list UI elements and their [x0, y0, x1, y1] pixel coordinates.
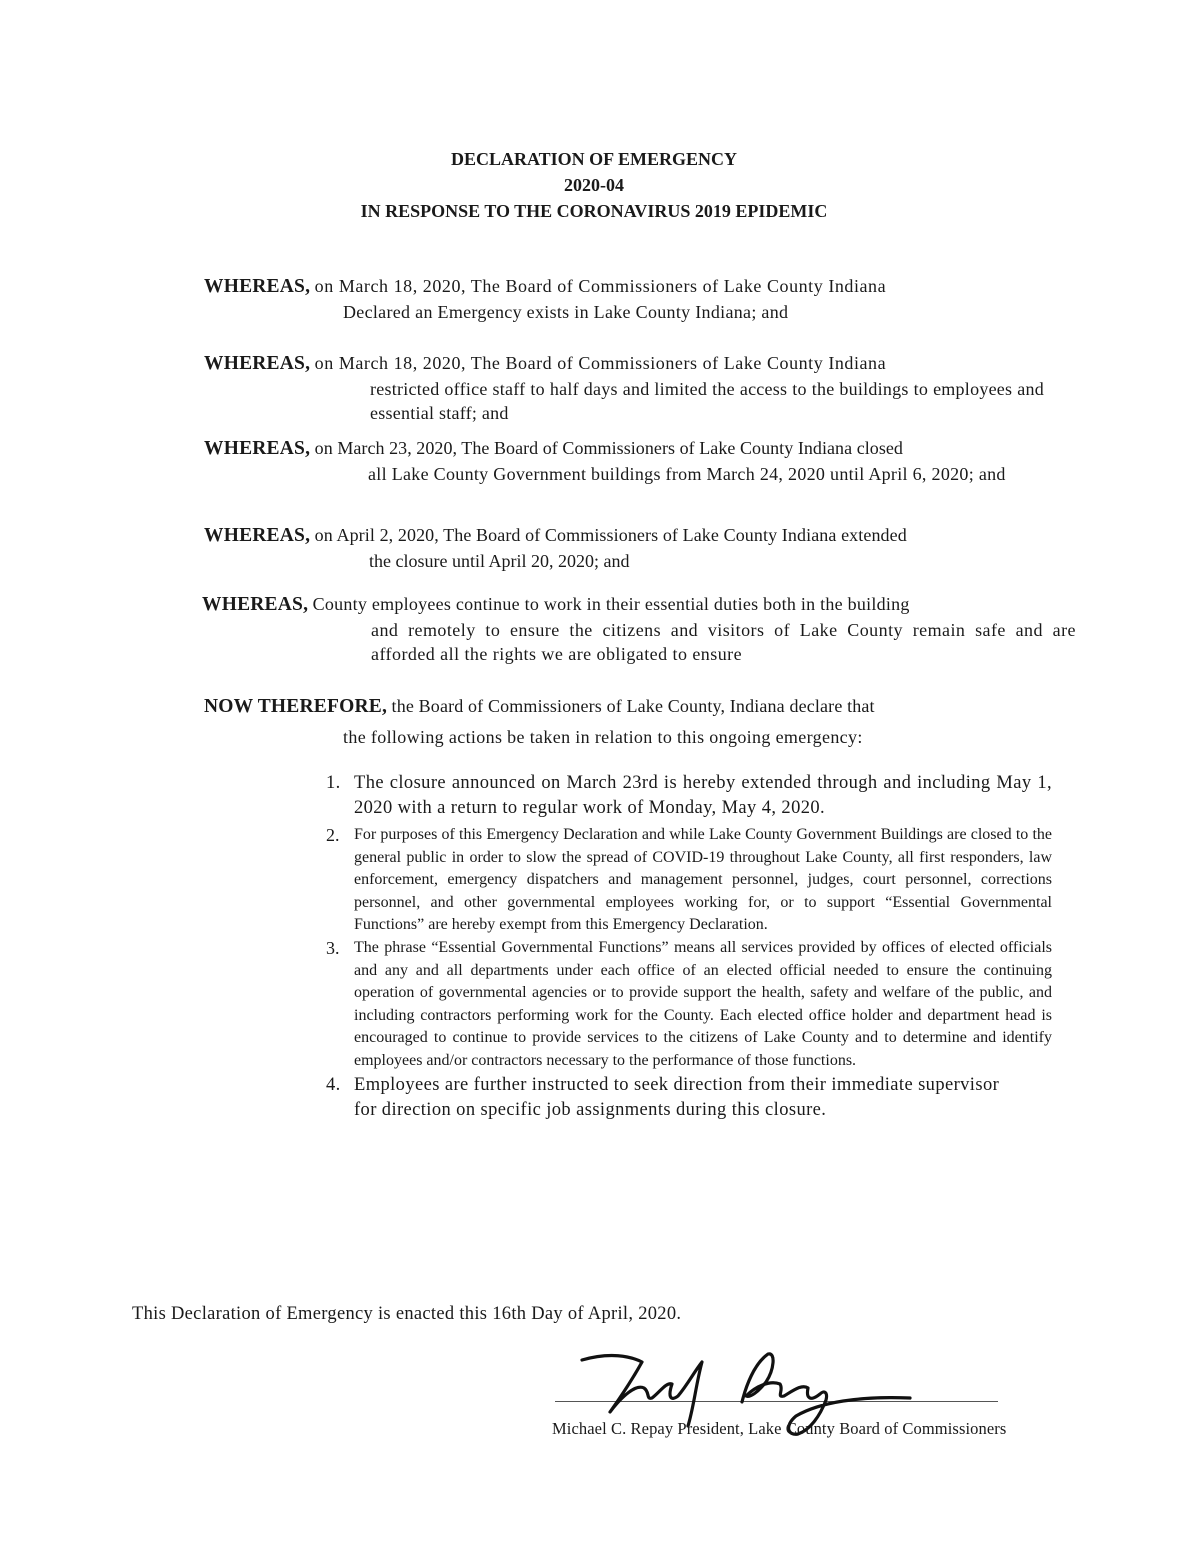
clause-first-line: County employees continue to work in their essential duties both in the building — [312, 594, 910, 614]
clause-first-line: on March 18, 2020, The Board of Commissioners of Lake County Indiana — [314, 353, 887, 373]
clause-first-line: on March 23, 2020, The Board of Commissioners of Lake County Indiana closed — [314, 438, 903, 458]
signer-name-title: Michael C. Repay President, Lake County Board of Commissioners — [552, 1419, 1007, 1438]
item-text: The closure announced on March 23rd is hereby extended through and including May 1, 2020 with a return to regular work of Monday, May 4, 2020. — [354, 773, 1052, 818]
clause-keyword: WHEREAS, — [204, 353, 311, 374]
clause-continuation: Declared an Emergency exists in Lake County Indiana; and — [343, 301, 789, 322]
clause-continuation: the closure until April 20, 2020; and — [369, 550, 630, 571]
list-item — [326, 937, 1052, 1073]
clause-keyword: WHEREAS, — [204, 525, 311, 546]
enactment-statement: This Declaration of Emergency is enacted this 16th Day of April, 2020. — [132, 1304, 682, 1324]
clause-keyword: WHEREAS, — [204, 438, 311, 459]
document-header — [0, 146, 1200, 224]
item-number: 4. — [326, 1074, 341, 1095]
item-text: Employees are further instructed to seek direction from their immediate supervisor for direction on specific job assignments during this closure. — [354, 1074, 1000, 1120]
item-text: The phrase “Essential Governmental Functions” means all services provided by offices of elected officials and any and all departments under each office of an elected official needed to ensure the continuing operation of governmental agencies or to provide support the health, safety and welfare of the public, and including contractors performing work for the County. Each elected office holder and department head is encouraged to continue to provide services to the citizens of Lake County and to determine and identify employees and/or contractors necessary to the performance of those functions. — [354, 938, 1052, 1069]
clause-keyword: WHEREAS, — [202, 594, 309, 615]
clause-continuation: and remotely to ensure the citizens and visitors of Lake County remain safe and are afforded all the rights we are obligated to ensure — [371, 619, 1076, 664]
whereas-clause — [204, 274, 1044, 324]
actions-list — [326, 771, 1052, 1123]
declaration-number: 2020-04 — [564, 175, 624, 195]
clause-continuation: restricted office staff to half days and limited the access to the buildings to employees and essential staff; and — [370, 378, 1044, 423]
document-title: DECLARATION OF EMERGENCY — [450, 149, 737, 169]
now-therefore-clause — [204, 691, 1064, 752]
document-subtitle: IN RESPONSE TO THE CORONAVIRUS 2019 EPIDEMIC — [360, 201, 828, 221]
clause-keyword: NOW THEREFORE, — [204, 696, 388, 717]
clause-first-line: the Board of Commissioners of Lake County, Indiana declare that — [391, 696, 875, 716]
clause-continuation: the following actions be taken in relation to this ongoing emergency: — [343, 727, 863, 747]
item-number: 2. — [326, 825, 340, 845]
list-item — [326, 1073, 1052, 1123]
clause-continuation: all Lake County Government buildings from March 24, 2020 until April 6, 2020; and — [368, 463, 1006, 484]
clause-keyword: WHEREAS, — [204, 276, 311, 297]
whereas-clause — [204, 436, 1076, 486]
whereas-clause — [204, 351, 1044, 426]
item-number: 1. — [326, 773, 341, 793]
item-number: 3. — [326, 937, 340, 958]
clause-first-line: on March 18, 2020, The Board of Commissioners of Lake County Indiana — [314, 276, 887, 296]
list-item — [326, 771, 1052, 821]
list-item — [326, 824, 1052, 937]
whereas-clause — [204, 523, 1076, 573]
item-text: For purposes of this Emergency Declaration and while Lake County Government Buildings are closed to the general public in order to slow the spread of COVID-19 throughout Lake County, all first responders, law enforcement, emergency dispatchers and management personnel, judges, court personnel, corrections personnel, and other governmental employees working for, or to support “Essential Governmental Functions” are hereby exempt from this Emergency Declaration. — [354, 826, 1052, 934]
whereas-clause — [202, 592, 1076, 667]
clause-first-line: on April 2, 2020, The Board of Commissioners of Lake County Indiana extended — [314, 525, 907, 545]
